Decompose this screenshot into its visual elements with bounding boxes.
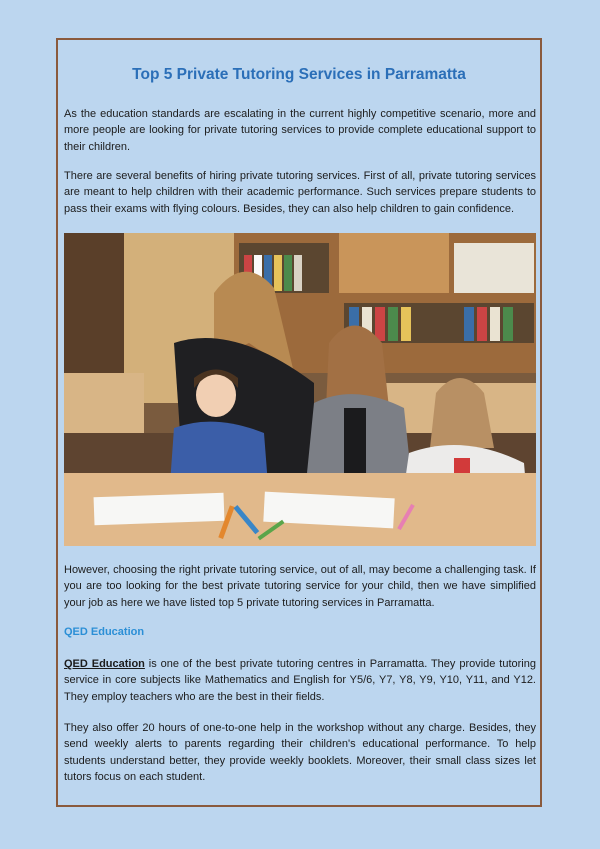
qed-paragraph-2: They also offer 20 hours of one-to-one help in the workshop without any charge. Besides, they send weekly alerts to parents regarding their children's educational performance. To help students understand better, they provide weekly booklets. Moreover, their small class sizes let tutors focus on each student. [64,722,536,784]
page-title: Top 5 Private Tutoring Services in Parramatta [132,66,466,83]
qed-paragraph-1-text: is one of the best private tutoring centres in Parramatta. They provide tutoring service in core subjects like Mathematics and English for Y5/6, Y7, Y8, Y9, Y10, Y11, and Y12. They employ teachers who are the best in their fields. [64,658,536,703]
benefits-paragraph: There are several benefits of hiring private tutoring services. First of all, private tutoring services are meant to help children with their academic performance. Such services prepare students to pass their exams with flying colours. Besides, they can also help children to gain confidence. [64,170,536,215]
classroom-photo [64,233,536,546]
intro-paragraph: As the education standards are escalating in the current highly competitive scenario, more and more people are looking for private tutoring services to provide complete educational support to their children. [64,108,536,153]
section-heading-qed: QED Education [64,626,145,638]
qed-education-link[interactable]: QED Education [64,658,145,670]
article-frame [56,38,542,807]
qed-paragraph-1 [64,656,536,705]
choosing-paragraph: However, choosing the right private tutoring service, out of all, may become a challenging task. If you are too looking for the best private tutoring service for your child, then we have simplified your job as here we have listed top 5 private tutoring services in Parramatta. [64,564,536,609]
